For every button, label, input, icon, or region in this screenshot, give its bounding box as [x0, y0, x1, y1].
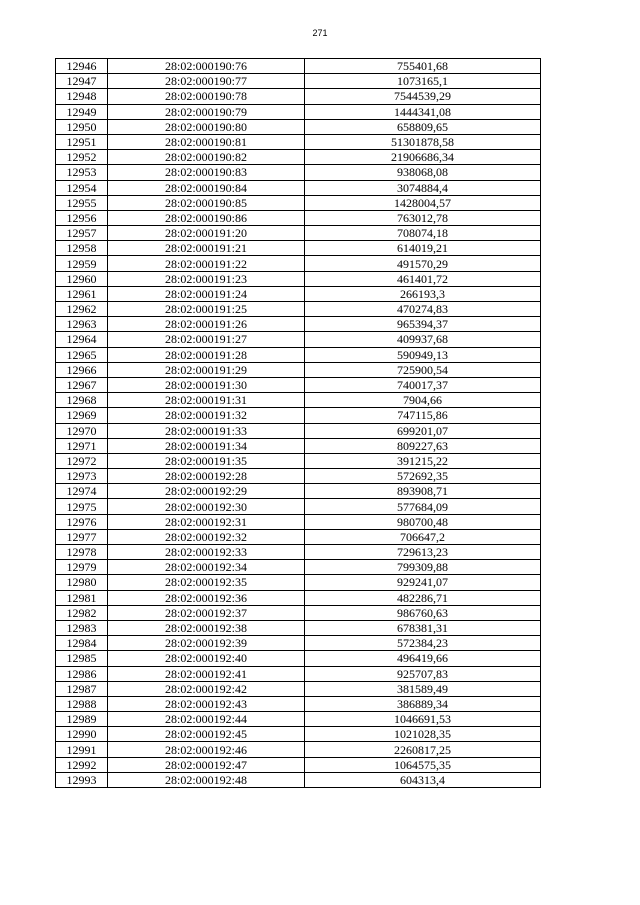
cadastral-value-cell: 678381,31 [305, 620, 541, 635]
cadastral-value-cell: 577684,09 [305, 499, 541, 514]
cadastral-value-cell: 1021028,35 [305, 727, 541, 742]
cadastral-number-cell: 28:02:000191:29 [108, 362, 305, 377]
table-row [56, 332, 541, 347]
table-row [56, 666, 541, 681]
cadastral-value-cell: 980700,48 [305, 514, 541, 529]
row-number-cell: 12982 [56, 605, 108, 620]
cadastral-value-cell: 799309,88 [305, 560, 541, 575]
table-row [56, 408, 541, 423]
row-number-cell: 12964 [56, 332, 108, 347]
row-number-cell: 12962 [56, 302, 108, 317]
cadastral-value-cell: 7544539,29 [305, 89, 541, 104]
row-number-cell: 12969 [56, 408, 108, 423]
row-number-cell: 12980 [56, 575, 108, 590]
row-number-cell: 12946 [56, 59, 108, 74]
row-number-cell: 12957 [56, 226, 108, 241]
row-number-cell: 12988 [56, 696, 108, 711]
cadastral-value-cell: 1064575,35 [305, 757, 541, 772]
cadastral-value-cell: 409937,68 [305, 332, 541, 347]
cadastral-number-cell: 28:02:000190:86 [108, 210, 305, 225]
table-row [56, 241, 541, 256]
cadastral-value-cell: 7904,66 [305, 393, 541, 408]
row-number-cell: 12947 [56, 74, 108, 89]
cadastral-number-cell: 28:02:000191:23 [108, 271, 305, 286]
row-number-cell: 12954 [56, 180, 108, 195]
row-number-cell: 12952 [56, 150, 108, 165]
cadastral-number-cell: 28:02:000192:48 [108, 772, 305, 787]
cadastral-number-cell: 28:02:000191:20 [108, 226, 305, 241]
cadastral-value-cell: 491570,29 [305, 256, 541, 271]
cadastral-value-cell: 590949,13 [305, 347, 541, 362]
table-row [56, 681, 541, 696]
cadastral-number-cell: 28:02:000190:83 [108, 165, 305, 180]
cadastral-number-cell: 28:02:000192:28 [108, 469, 305, 484]
table-row [56, 423, 541, 438]
cadastral-number-cell: 28:02:000192:42 [108, 681, 305, 696]
row-number-cell: 12981 [56, 590, 108, 605]
row-number-cell: 12948 [56, 89, 108, 104]
cadastral-number-cell: 28:02:000192:30 [108, 499, 305, 514]
cadastral-value-cell: 755401,68 [305, 59, 541, 74]
cadastral-value-cell: 658809,65 [305, 119, 541, 134]
cadastral-number-cell: 28:02:000191:21 [108, 241, 305, 256]
row-number-cell: 12976 [56, 514, 108, 529]
row-number-cell: 12959 [56, 256, 108, 271]
table-row [56, 636, 541, 651]
row-number-cell: 12950 [56, 119, 108, 134]
row-number-cell: 12991 [56, 742, 108, 757]
table-row [56, 104, 541, 119]
table-row [56, 134, 541, 149]
row-number-cell: 12966 [56, 362, 108, 377]
cadastral-number-cell: 28:02:000192:40 [108, 651, 305, 666]
row-number-cell: 12967 [56, 377, 108, 392]
cadastral-value-cell: 496419,66 [305, 651, 541, 666]
row-number-cell: 12951 [56, 134, 108, 149]
row-number-cell: 12960 [56, 271, 108, 286]
row-number-cell: 12983 [56, 620, 108, 635]
table-row [56, 484, 541, 499]
cadastral-value-cell: 2260817,25 [305, 742, 541, 757]
table-row [56, 377, 541, 392]
cadastral-value-cell: 938068,08 [305, 165, 541, 180]
cadastral-number-cell: 28:02:000190:81 [108, 134, 305, 149]
cadastral-number-cell: 28:02:000192:36 [108, 590, 305, 605]
table-row [56, 165, 541, 180]
cadastral-number-cell: 28:02:000192:31 [108, 514, 305, 529]
table-row [56, 226, 541, 241]
cadastral-value-cell: 925707,83 [305, 666, 541, 681]
cadastral-value-cell: 572384,23 [305, 636, 541, 651]
table-row [56, 347, 541, 362]
cadastral-number-cell: 28:02:000191:28 [108, 347, 305, 362]
row-number-cell: 12965 [56, 347, 108, 362]
table-row [56, 727, 541, 742]
cadastral-value-cell: 725900,54 [305, 362, 541, 377]
row-number-cell: 12970 [56, 423, 108, 438]
table-row [56, 317, 541, 332]
cadastral-value-cell: 893908,71 [305, 484, 541, 499]
table-row [56, 286, 541, 301]
table-row [56, 696, 541, 711]
table-row [56, 393, 541, 408]
table-row [56, 453, 541, 468]
table-row [56, 89, 541, 104]
table-row [56, 545, 541, 560]
cadastral-number-cell: 28:02:000192:34 [108, 560, 305, 575]
cadastral-number-cell: 28:02:000192:38 [108, 620, 305, 635]
row-number-cell: 12961 [56, 286, 108, 301]
cadastral-number-cell: 28:02:000192:44 [108, 712, 305, 727]
cadastral-number-cell: 28:02:000190:76 [108, 59, 305, 74]
cadastral-value-cell: 470274,83 [305, 302, 541, 317]
cadastral-value-cell: 729613,23 [305, 545, 541, 560]
cadastral-value-cell: 461401,72 [305, 271, 541, 286]
cadastral-value-cell: 572692,35 [305, 469, 541, 484]
row-number-cell: 12987 [56, 681, 108, 696]
row-number-cell: 12985 [56, 651, 108, 666]
row-number-cell: 12975 [56, 499, 108, 514]
table-row [56, 590, 541, 605]
table-row [56, 772, 541, 787]
table-row [56, 119, 541, 134]
table-body [56, 59, 541, 788]
row-number-cell: 12963 [56, 317, 108, 332]
cadastral-number-cell: 28:02:000191:25 [108, 302, 305, 317]
cadastral-number-cell: 28:02:000192:45 [108, 727, 305, 742]
cadastral-number-cell: 28:02:000192:32 [108, 529, 305, 544]
cadastral-value-cell: 1428004,57 [305, 195, 541, 210]
cadastral-value-cell: 809227,63 [305, 438, 541, 453]
cadastral-number-cell: 28:02:000191:26 [108, 317, 305, 332]
table-row [56, 180, 541, 195]
cadastral-number-cell: 28:02:000191:22 [108, 256, 305, 271]
cadastral-number-cell: 28:02:000192:39 [108, 636, 305, 651]
cadastral-value-cell: 381589,49 [305, 681, 541, 696]
cadastral-value-cell: 1046691,53 [305, 712, 541, 727]
cadastral-number-cell: 28:02:000192:35 [108, 575, 305, 590]
cadastral-number-cell: 28:02:000190:82 [108, 150, 305, 165]
table-row [56, 438, 541, 453]
cadastral-number-cell: 28:02:000190:80 [108, 119, 305, 134]
table-row [56, 271, 541, 286]
cadastral-value-cell: 929241,07 [305, 575, 541, 590]
cadastral-value-cell: 482286,71 [305, 590, 541, 605]
row-number-cell: 12989 [56, 712, 108, 727]
table-row [56, 59, 541, 74]
row-number-cell: 12973 [56, 469, 108, 484]
row-number-cell: 12971 [56, 438, 108, 453]
table-row [56, 469, 541, 484]
row-number-cell: 12958 [56, 241, 108, 256]
table-row [56, 210, 541, 225]
table-row [56, 256, 541, 271]
cadastral-number-cell: 28:02:000190:79 [108, 104, 305, 119]
row-number-cell: 12986 [56, 666, 108, 681]
cadastral-number-cell: 28:02:000191:24 [108, 286, 305, 301]
cadastral-value-cell: 51301878,58 [305, 134, 541, 149]
page-number: 271 [312, 28, 328, 38]
table-row [56, 651, 541, 666]
cadastral-number-cell: 28:02:000192:46 [108, 742, 305, 757]
row-number-cell: 12953 [56, 165, 108, 180]
table-row [56, 712, 541, 727]
cadastral-number-cell: 28:02:000192:33 [108, 545, 305, 560]
cadastral-number-cell: 28:02:000191:33 [108, 423, 305, 438]
cadastral-number-cell: 28:02:000191:34 [108, 438, 305, 453]
cadastral-number-cell: 28:02:000190:84 [108, 180, 305, 195]
cadastral-number-cell: 28:02:000192:47 [108, 757, 305, 772]
cadastral-number-cell: 28:02:000191:31 [108, 393, 305, 408]
cadastral-value-cell: 604313,4 [305, 772, 541, 787]
table-row [56, 742, 541, 757]
cadastral-value-cell: 391215,22 [305, 453, 541, 468]
cadastral-value-cell: 266193,3 [305, 286, 541, 301]
cadastral-value-cell: 708074,18 [305, 226, 541, 241]
row-number-cell: 12968 [56, 393, 108, 408]
cadastral-value-cell: 1073165,1 [305, 74, 541, 89]
cadastral-value-cell: 965394,37 [305, 317, 541, 332]
cadastral-value-cell: 699201,07 [305, 423, 541, 438]
table-row [56, 620, 541, 635]
row-number-cell: 12984 [56, 636, 108, 651]
cadastral-value-cell: 986760,63 [305, 605, 541, 620]
cadastral-value-cell: 1444341,08 [305, 104, 541, 119]
row-number-cell: 12972 [56, 453, 108, 468]
cadastral-number-cell: 28:02:000192:43 [108, 696, 305, 711]
cadastral-number-cell: 28:02:000191:35 [108, 453, 305, 468]
row-number-cell: 12977 [56, 529, 108, 544]
cadastral-value-cell: 706647,2 [305, 529, 541, 544]
table-row [56, 362, 541, 377]
table-row [56, 514, 541, 529]
row-number-cell: 12993 [56, 772, 108, 787]
cadastral-value-cell: 763012,78 [305, 210, 541, 225]
row-number-cell: 12990 [56, 727, 108, 742]
cadastral-number-cell: 28:02:000191:32 [108, 408, 305, 423]
row-number-cell: 12978 [56, 545, 108, 560]
table-row [56, 560, 541, 575]
table-row [56, 575, 541, 590]
cadastral-value-cell: 3074884,4 [305, 180, 541, 195]
cadastral-number-cell: 28:02:000191:27 [108, 332, 305, 347]
row-number-cell: 12979 [56, 560, 108, 575]
table-row [56, 757, 541, 772]
cadastral-number-cell: 28:02:000192:41 [108, 666, 305, 681]
cadastral-value-cell: 386889,34 [305, 696, 541, 711]
cadastral-number-cell: 28:02:000192:37 [108, 605, 305, 620]
cadastral-number-cell: 28:02:000190:78 [108, 89, 305, 104]
row-number-cell: 12992 [56, 757, 108, 772]
row-number-cell: 12955 [56, 195, 108, 210]
table-row [56, 150, 541, 165]
table-row [56, 74, 541, 89]
cadastral-number-cell: 28:02:000190:85 [108, 195, 305, 210]
table-row [56, 499, 541, 514]
cadastral-number-cell: 28:02:000190:77 [108, 74, 305, 89]
table-row [56, 195, 541, 210]
table-row [56, 529, 541, 544]
cadastral-number-cell: 28:02:000191:30 [108, 377, 305, 392]
cadastral-number-cell: 28:02:000192:29 [108, 484, 305, 499]
row-number-cell: 12974 [56, 484, 108, 499]
row-number-cell: 12956 [56, 210, 108, 225]
table-row [56, 605, 541, 620]
table-row [56, 302, 541, 317]
cadastral-value-cell: 614019,21 [305, 241, 541, 256]
cadastral-value-cell: 21906686,34 [305, 150, 541, 165]
cadastral-value-cell: 740017,37 [305, 377, 541, 392]
cadastral-value-cell: 747115,86 [305, 408, 541, 423]
cadastral-value-table [55, 58, 541, 788]
row-number-cell: 12949 [56, 104, 108, 119]
